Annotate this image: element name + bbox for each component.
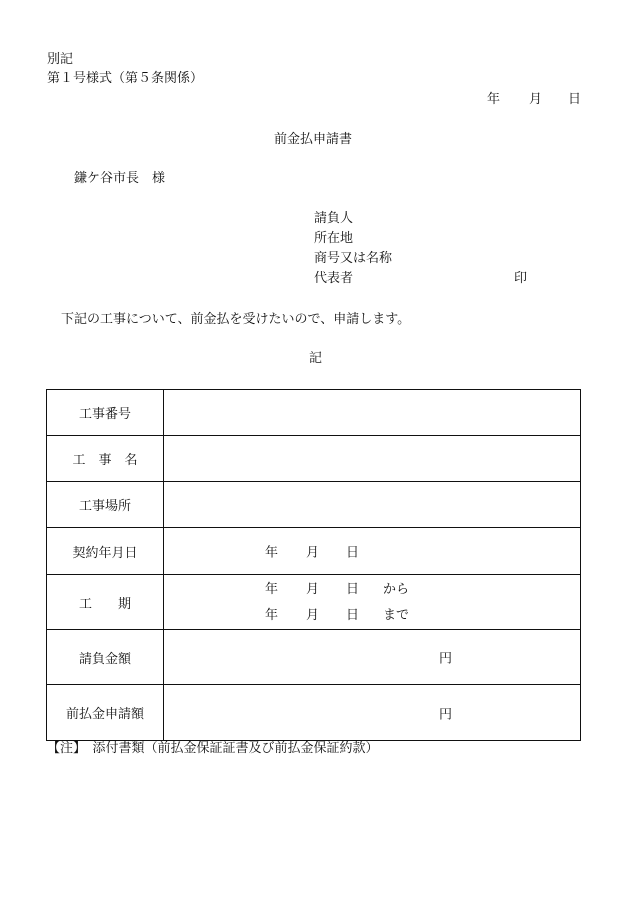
- attachment-note: 【注】 添付書類（前払金保証証書及び前払金保証約款）: [47, 741, 379, 756]
- contract-month-label: 月: [306, 545, 320, 561]
- construction-period-field[interactable]: [164, 575, 581, 630]
- table-row-contract-date: [47, 528, 581, 575]
- contract-amount-unit: 円: [439, 651, 453, 667]
- period-end-day: 日: [346, 608, 360, 623]
- period-end-suffix: まで: [383, 608, 410, 623]
- period-start-day: 日: [346, 582, 360, 597]
- row-label-construction-number: 工事番号: [78, 407, 131, 422]
- request-statement: 下記の工事について、前金払を受けたいので、申請します。: [61, 312, 411, 327]
- applicant-representative-label: 代表者: [314, 271, 354, 286]
- date-day-label: 日: [568, 92, 582, 107]
- construction-site-field[interactable]: [164, 482, 581, 528]
- construction-name-field[interactable]: [164, 436, 581, 482]
- annex-label: 別記: [47, 52, 74, 67]
- contract-amount-field[interactable]: [164, 630, 581, 685]
- table-row-construction-period: [47, 575, 581, 630]
- row-label-construction-site: 工事場所: [78, 499, 131, 514]
- table-row-construction-site: [47, 482, 581, 528]
- date-year-label: 年: [487, 92, 501, 107]
- table-row-construction-name: [47, 436, 581, 482]
- table-row-advance-request-amount: [47, 685, 581, 741]
- row-label-advance-request-amount: 前払金申請額: [65, 707, 144, 722]
- contract-date-field[interactable]: [164, 528, 581, 575]
- construction-number-field[interactable]: [164, 390, 581, 436]
- period-end-month: 月: [306, 608, 320, 623]
- date-month-label: 月: [529, 92, 543, 107]
- row-label-construction-period: 工 期: [78, 596, 131, 612]
- applicant-role-label: 請負人: [314, 211, 354, 226]
- period-start-line: [164, 583, 580, 597]
- contract-day-label: 日: [346, 545, 360, 561]
- row-label-contract-amount: 請負金額: [78, 651, 131, 667]
- advance-request-amount-unit: 円: [439, 707, 453, 722]
- applicant-name-label: 商号又は名称: [314, 251, 393, 266]
- seal-mark: 印: [514, 271, 528, 286]
- applicant-address-label: 所在地: [314, 231, 354, 246]
- period-end-year: 年: [265, 608, 279, 623]
- contract-year-label: 年: [265, 545, 279, 561]
- advance-request-amount-field[interactable]: [164, 685, 581, 741]
- document-title: 前金払申請書: [274, 132, 353, 147]
- period-start-month: 月: [306, 582, 320, 597]
- period-start-year: 年: [265, 582, 279, 597]
- period-end-line: [164, 609, 580, 623]
- row-label-construction-name: 工 事 名: [72, 453, 138, 468]
- table-row-contract-amount: [47, 630, 581, 685]
- period-start-suffix: から: [383, 582, 410, 597]
- application-table: [46, 389, 581, 741]
- addressee: 鎌ケ谷市長 様: [74, 171, 166, 186]
- table-row-construction-number: [47, 390, 581, 436]
- row-label-contract-date: 契約年月日: [72, 545, 138, 561]
- form-number: 第１号様式（第５条関係）: [47, 71, 204, 86]
- ki-heading: 記: [309, 351, 323, 366]
